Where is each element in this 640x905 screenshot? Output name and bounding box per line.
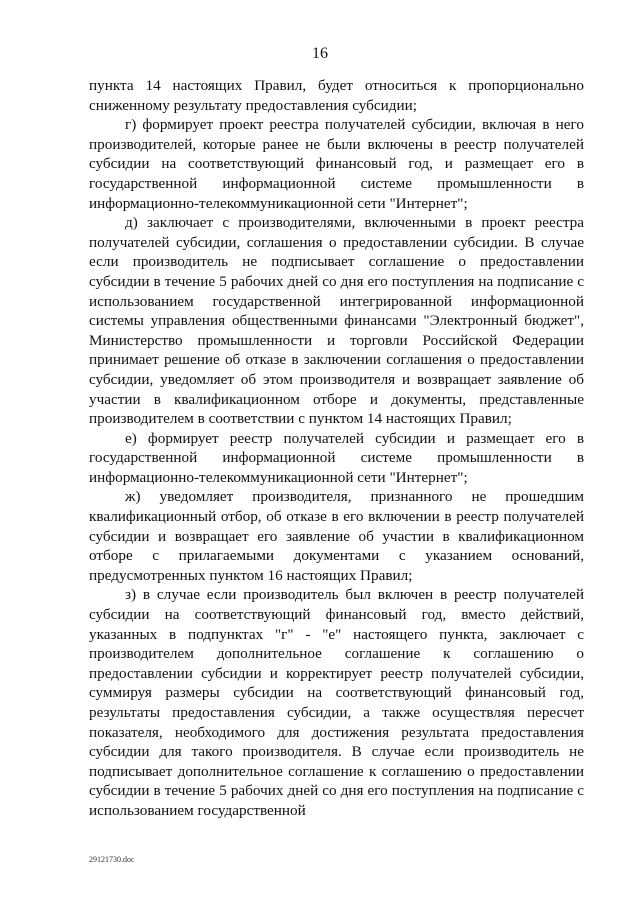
document-file-code: 29121730.doc (89, 855, 135, 864)
paragraph-item-g: г) формирует проект реестра получателей субсидии, включая в него производителей, которые ранее не были включены в реестр получателей субсидии на соответствующий финансовый год, и размещает его в государственной информационной системе промышленности в информационно-телекоммуникационной сети "Интернет"; (89, 116, 584, 212)
document-body (89, 76, 584, 821)
paragraph-continuation: пункта 14 настоящих Правил, будет относиться к пропорционально сниженному результату предоставления субсидии; (89, 77, 584, 114)
paragraph-item-d: д) заключает с производителями, включенными в проект реестра получателей субсидии, соглашения о предоставлении субсидии. В случае если производитель не подписывает соглашение о предоставлении субсидии в течение 5 рабочих дней со дня его поступления на подписание с использованием государственной интегрированной информационной системы управления общественными финансами "Электронный бюджет", Министерство промышленности и торговли Российской Федерации принимает решение об отказе в заключении соглашения о предоставлении субсидии, уведомляет об этом производителя и возвращает заявление об участии в квалификационном отборе и документы, представленные производителем в соответствии с пунктом 14 настоящих Правил; (89, 214, 584, 428)
page-number: 16 (312, 45, 328, 62)
paragraph-item-e: е) формирует реестр получателей субсидии и размещает его в государственной информационной системе промышленности в информационно-телекоммуникационной сети "Интернет"; (89, 429, 584, 486)
paragraph-item-zh: ж) уведомляет производителя, признанного не прошедшим квалификационный отбор, об отказе в его включении в реестр получателей субсидии и возвращает его заявление об участии в квалификационном отборе с прилагаемыми документами с указанием оснований, предусмотренных пунктом 16 настоящих Правил; (89, 488, 584, 584)
paragraph-item-z: з) в случае если производитель был включен в реестр получателей субсидии на соответствующий финансовый год, вместо действий, указанных в подпунктах "г" - "е" настоящего пункта, заключает с производителем дополнительное соглашение к соглашению о предоставлении субсидии и корректирует реестр получателей субсидии, суммируя размеры субсидии на соответствующий финансовый год, результаты предоставления субсидии, а также осуществляя пересчет показателя, необходимого для достижения результата предоставления субсидии для такого производителя. В случае если производитель не подписывает дополнительное соглашение к соглашению о предоставлении субсидии в течение 5 рабочих дней со дня его поступления на подписание с использованием государственной (89, 586, 584, 819)
